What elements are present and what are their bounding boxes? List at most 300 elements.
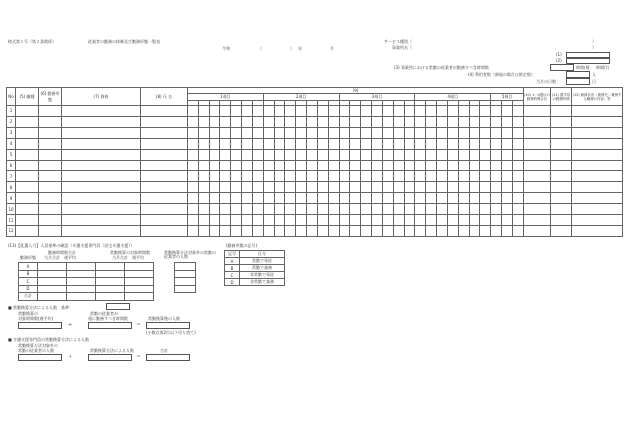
table-cell[interactable] — [317, 171, 328, 182]
days-field[interactable] — [566, 78, 590, 85]
table-cell[interactable] — [404, 171, 415, 182]
table-cell[interactable] — [339, 106, 350, 117]
table-cell[interactable] — [231, 160, 242, 171]
table-cell[interactable] — [372, 204, 383, 215]
table-cell[interactable] — [39, 171, 62, 182]
table-cell[interactable] — [16, 116, 39, 127]
table-cell[interactable] — [447, 160, 458, 171]
table-cell[interactable] — [62, 127, 141, 138]
table-cell[interactable] — [491, 193, 502, 204]
table-cell[interactable] — [307, 182, 318, 193]
table-cell[interactable] — [361, 171, 372, 182]
table-cell[interactable] — [328, 193, 339, 204]
table-cell[interactable] — [415, 106, 426, 117]
table-cell[interactable] — [242, 149, 253, 160]
table-cell[interactable] — [231, 193, 242, 204]
table-cell[interactable] — [141, 127, 188, 138]
table-cell[interactable] — [458, 138, 469, 149]
table-cell[interactable] — [447, 204, 458, 215]
table-cell[interactable] — [361, 204, 372, 215]
table-cell[interactable] — [188, 215, 199, 226]
calc1-standard-field[interactable] — [106, 303, 130, 310]
form-summary-cell[interactable] — [37, 263, 66, 271]
table-cell[interactable] — [415, 149, 426, 160]
table-cell[interactable] — [252, 182, 263, 193]
table-cell[interactable] — [198, 182, 209, 193]
table-cell[interactable] — [382, 182, 393, 193]
table-cell[interactable] — [512, 149, 523, 160]
table-cell[interactable] — [39, 138, 62, 149]
table-cell[interactable] — [512, 204, 523, 215]
table-cell[interactable] — [198, 160, 209, 171]
table-cell[interactable] — [458, 193, 469, 204]
table-cell[interactable] — [198, 215, 209, 226]
table-cell[interactable] — [458, 160, 469, 171]
table-cell[interactable] — [242, 204, 253, 215]
table-cell[interactable] — [415, 225, 426, 236]
table-cell[interactable] — [274, 193, 285, 204]
table-cell[interactable] — [372, 149, 383, 160]
table-cell[interactable] — [263, 160, 274, 171]
table-cell[interactable] — [372, 171, 383, 182]
table-cell[interactable] — [572, 225, 623, 236]
table-cell[interactable] — [209, 138, 220, 149]
table-cell[interactable] — [524, 204, 551, 215]
table-cell[interactable] — [469, 171, 480, 182]
table-cell[interactable] — [480, 182, 491, 193]
table-cell[interactable] — [317, 138, 328, 149]
table-cell[interactable] — [512, 182, 523, 193]
table-cell[interactable] — [437, 215, 448, 226]
table-cell[interactable] — [188, 193, 199, 204]
table-cell[interactable] — [480, 106, 491, 117]
table-cell[interactable] — [437, 171, 448, 182]
table-cell[interactable] — [16, 171, 39, 182]
table-cell[interactable] — [296, 171, 307, 182]
table-cell[interactable] — [39, 215, 62, 226]
table-cell[interactable] — [141, 215, 188, 226]
table-cell[interactable] — [458, 204, 469, 215]
table-cell[interactable] — [252, 215, 263, 226]
table-cell[interactable] — [209, 225, 220, 236]
table-cell[interactable] — [252, 116, 263, 127]
table-cell[interactable] — [16, 182, 39, 193]
table-cell[interactable] — [209, 160, 220, 171]
table-cell[interactable] — [263, 127, 274, 138]
table-cell[interactable] — [469, 182, 480, 193]
table-cell[interactable] — [551, 149, 572, 160]
table-cell[interactable] — [350, 149, 361, 160]
table-cell[interactable] — [39, 116, 62, 127]
form-summary-cell[interactable] — [66, 285, 95, 293]
table-cell[interactable] — [512, 215, 523, 226]
table-cell[interactable] — [188, 182, 199, 193]
table-cell[interactable] — [328, 138, 339, 149]
table-cell[interactable] — [382, 149, 393, 160]
table-cell[interactable] — [372, 215, 383, 226]
table-cell[interactable] — [141, 225, 188, 236]
table-cell[interactable] — [141, 171, 188, 182]
table-cell[interactable] — [209, 215, 220, 226]
table-cell[interactable] — [307, 160, 318, 171]
table-cell[interactable] — [328, 182, 339, 193]
table-cell[interactable] — [296, 138, 307, 149]
table-cell[interactable] — [62, 204, 141, 215]
table-cell[interactable] — [296, 127, 307, 138]
table-cell[interactable] — [317, 116, 328, 127]
table-cell[interactable] — [512, 116, 523, 127]
table-cell[interactable] — [317, 160, 328, 171]
form-summary-cell[interactable] — [95, 285, 124, 293]
table-cell[interactable] — [426, 182, 437, 193]
form-summary-cell[interactable] — [95, 293, 124, 301]
table-cell[interactable] — [572, 182, 623, 193]
table-cell[interactable] — [502, 116, 513, 127]
table-cell[interactable] — [263, 215, 274, 226]
table-cell[interactable] — [285, 182, 296, 193]
table-cell[interactable] — [274, 149, 285, 160]
table-cell[interactable] — [188, 225, 199, 236]
table-cell[interactable] — [551, 116, 572, 127]
table-cell[interactable] — [502, 225, 513, 236]
table-cell[interactable] — [491, 215, 502, 226]
table-cell[interactable] — [263, 182, 274, 193]
table-cell[interactable] — [328, 127, 339, 138]
table-cell[interactable] — [372, 225, 383, 236]
table-cell[interactable] — [502, 149, 513, 160]
table-cell[interactable] — [361, 116, 372, 127]
table-cell[interactable] — [426, 116, 437, 127]
table-cell[interactable] — [382, 116, 393, 127]
table-cell[interactable] — [480, 204, 491, 215]
form-summary-cell[interactable] — [66, 270, 95, 278]
table-cell[interactable] — [469, 138, 480, 149]
table-cell[interactable] — [480, 225, 491, 236]
table-cell[interactable] — [458, 215, 469, 226]
table-cell[interactable] — [242, 106, 253, 117]
table-cell[interactable] — [382, 138, 393, 149]
table-cell[interactable] — [188, 116, 199, 127]
table-cell[interactable] — [502, 204, 513, 215]
table-cell[interactable] — [551, 193, 572, 204]
table-cell[interactable] — [502, 127, 513, 138]
table-cell[interactable] — [469, 106, 480, 117]
table-cell[interactable] — [393, 204, 404, 215]
table-cell[interactable] — [317, 204, 328, 215]
table-cell[interactable] — [361, 193, 372, 204]
table-cell[interactable] — [382, 215, 393, 226]
table-cell[interactable] — [296, 193, 307, 204]
table-cell[interactable] — [242, 160, 253, 171]
table-cell[interactable] — [285, 138, 296, 149]
table-cell[interactable] — [242, 215, 253, 226]
table-cell[interactable] — [361, 225, 372, 236]
form-summary-cell[interactable] — [124, 293, 153, 301]
table-cell[interactable] — [198, 225, 209, 236]
table-cell[interactable] — [469, 116, 480, 127]
table-cell[interactable] — [209, 116, 220, 127]
table-cell[interactable] — [296, 106, 307, 117]
excluded-cell[interactable] — [175, 263, 196, 271]
table-cell[interactable] — [339, 193, 350, 204]
table-cell[interactable] — [62, 138, 141, 149]
table-cell[interactable] — [382, 106, 393, 117]
table-cell[interactable] — [231, 116, 242, 127]
table-cell[interactable] — [350, 215, 361, 226]
table-cell[interactable] — [480, 116, 491, 127]
table-cell[interactable] — [220, 204, 231, 215]
table-cell[interactable] — [188, 127, 199, 138]
table-cell[interactable] — [572, 215, 623, 226]
table-cell[interactable] — [393, 116, 404, 127]
table-cell[interactable] — [393, 182, 404, 193]
table-cell[interactable] — [437, 193, 448, 204]
table-cell[interactable] — [361, 127, 372, 138]
table-cell[interactable] — [307, 106, 318, 117]
table-cell[interactable] — [404, 204, 415, 215]
table-cell[interactable] — [524, 106, 551, 117]
table-cell[interactable] — [361, 215, 372, 226]
table-cell[interactable] — [339, 171, 350, 182]
table-cell[interactable] — [447, 116, 458, 127]
table-cell[interactable] — [382, 193, 393, 204]
table-cell[interactable] — [551, 225, 572, 236]
table-cell[interactable] — [231, 171, 242, 182]
table-cell[interactable] — [361, 138, 372, 149]
table-cell[interactable] — [285, 127, 296, 138]
table-cell[interactable] — [502, 182, 513, 193]
table-cell[interactable] — [242, 225, 253, 236]
table-cell[interactable] — [524, 127, 551, 138]
table-cell[interactable] — [437, 138, 448, 149]
table-cell[interactable] — [350, 160, 361, 171]
table-cell[interactable] — [393, 215, 404, 226]
table-cell[interactable] — [141, 106, 188, 117]
table-cell[interactable] — [426, 204, 437, 215]
table-cell[interactable] — [39, 225, 62, 236]
table-cell[interactable] — [242, 127, 253, 138]
table-cell[interactable] — [393, 127, 404, 138]
table-cell[interactable] — [437, 116, 448, 127]
table-cell[interactable] — [512, 127, 523, 138]
table-cell[interactable] — [372, 138, 383, 149]
table-cell[interactable] — [524, 225, 551, 236]
table-cell[interactable] — [437, 127, 448, 138]
table-cell[interactable] — [328, 116, 339, 127]
table-cell[interactable] — [307, 116, 318, 127]
table-cell[interactable] — [242, 116, 253, 127]
calc1-field-b[interactable] — [88, 322, 132, 329]
table-cell[interactable] — [62, 182, 141, 193]
table-cell[interactable] — [198, 138, 209, 149]
table-cell[interactable] — [296, 204, 307, 215]
table-cell[interactable] — [307, 193, 318, 204]
table-cell[interactable] — [328, 215, 339, 226]
table-cell[interactable] — [512, 193, 523, 204]
table-cell[interactable] — [502, 171, 513, 182]
table-cell[interactable] — [350, 225, 361, 236]
table-cell[interactable] — [328, 171, 339, 182]
table-cell[interactable] — [307, 149, 318, 160]
table-cell[interactable] — [551, 182, 572, 193]
table-cell[interactable] — [382, 160, 393, 171]
form-summary-cell[interactable] — [66, 293, 95, 301]
table-cell[interactable] — [285, 171, 296, 182]
table-cell[interactable] — [350, 193, 361, 204]
table-cell[interactable] — [339, 116, 350, 127]
table-cell[interactable] — [220, 171, 231, 182]
table-cell[interactable] — [16, 127, 39, 138]
table-cell[interactable] — [252, 225, 263, 236]
table-cell[interactable] — [328, 106, 339, 117]
table-cell[interactable] — [231, 182, 242, 193]
table-cell[interactable] — [469, 225, 480, 236]
table-cell[interactable] — [572, 127, 623, 138]
table-cell[interactable] — [469, 127, 480, 138]
table-cell[interactable] — [437, 149, 448, 160]
table-cell[interactable] — [361, 160, 372, 171]
table-cell[interactable] — [382, 171, 393, 182]
table-cell[interactable] — [437, 106, 448, 117]
table-cell[interactable] — [209, 127, 220, 138]
users-field[interactable] — [566, 71, 590, 78]
table-cell[interactable] — [404, 127, 415, 138]
table-cell[interactable] — [502, 138, 513, 149]
table-cell[interactable] — [39, 149, 62, 160]
table-cell[interactable] — [551, 138, 572, 149]
table-cell[interactable] — [39, 127, 62, 138]
table-cell[interactable] — [220, 127, 231, 138]
table-cell[interactable] — [361, 106, 372, 117]
table-cell[interactable] — [426, 138, 437, 149]
table-cell[interactable] — [198, 171, 209, 182]
calc2-field-a[interactable] — [18, 354, 62, 361]
table-cell[interactable] — [491, 171, 502, 182]
table-cell[interactable] — [16, 106, 39, 117]
table-cell[interactable] — [220, 160, 231, 171]
table-cell[interactable] — [458, 116, 469, 127]
form-summary-cell[interactable] — [124, 270, 153, 278]
table-cell[interactable] — [252, 204, 263, 215]
table-cell[interactable] — [415, 127, 426, 138]
table-cell[interactable] — [415, 215, 426, 226]
table-cell[interactable] — [339, 127, 350, 138]
table-cell[interactable] — [252, 106, 263, 117]
table-cell[interactable] — [404, 116, 415, 127]
table-cell[interactable] — [209, 182, 220, 193]
table-cell[interactable] — [502, 106, 513, 117]
table-cell[interactable] — [512, 106, 523, 117]
form-summary-cell[interactable] — [124, 278, 153, 286]
table-cell[interactable] — [469, 193, 480, 204]
table-cell[interactable] — [426, 171, 437, 182]
table-cell[interactable] — [339, 138, 350, 149]
table-cell[interactable] — [491, 182, 502, 193]
table-cell[interactable] — [524, 193, 551, 204]
table-cell[interactable] — [141, 193, 188, 204]
table-cell[interactable] — [231, 215, 242, 226]
table-cell[interactable] — [296, 149, 307, 160]
form-summary-cell[interactable] — [37, 293, 66, 301]
table-cell[interactable] — [274, 225, 285, 236]
table-cell[interactable] — [458, 171, 469, 182]
table-cell[interactable] — [502, 160, 513, 171]
table-cell[interactable] — [296, 225, 307, 236]
table-cell[interactable] — [296, 116, 307, 127]
table-cell[interactable] — [209, 193, 220, 204]
table-cell[interactable] — [317, 182, 328, 193]
table-cell[interactable] — [393, 149, 404, 160]
table-cell[interactable] — [382, 127, 393, 138]
table-cell[interactable] — [447, 106, 458, 117]
table-cell[interactable] — [404, 225, 415, 236]
table-cell[interactable] — [307, 215, 318, 226]
table-cell[interactable] — [242, 193, 253, 204]
table-cell[interactable] — [524, 182, 551, 193]
table-cell[interactable] — [188, 149, 199, 160]
table-cell[interactable] — [458, 182, 469, 193]
table-cell[interactable] — [382, 204, 393, 215]
table-cell[interactable] — [317, 127, 328, 138]
table-cell[interactable] — [188, 171, 199, 182]
table-cell[interactable] — [372, 106, 383, 117]
table-cell[interactable] — [339, 204, 350, 215]
table-cell[interactable] — [188, 138, 199, 149]
table-cell[interactable] — [62, 193, 141, 204]
table-cell[interactable] — [372, 193, 383, 204]
calc2-field-b[interactable] — [88, 354, 132, 361]
table-cell[interactable] — [447, 171, 458, 182]
table-cell[interactable] — [426, 215, 437, 226]
table-cell[interactable] — [372, 127, 383, 138]
table-cell[interactable] — [458, 149, 469, 160]
table-cell[interactable] — [447, 138, 458, 149]
table-cell[interactable] — [480, 138, 491, 149]
table-cell[interactable] — [502, 215, 513, 226]
table-cell[interactable] — [491, 204, 502, 215]
table-cell[interactable] — [404, 215, 415, 226]
table-cell[interactable] — [524, 215, 551, 226]
table-cell[interactable] — [458, 225, 469, 236]
table-cell[interactable] — [252, 160, 263, 171]
table-cell[interactable] — [141, 138, 188, 149]
form-summary-cell[interactable] — [37, 285, 66, 293]
table-cell[interactable] — [263, 116, 274, 127]
table-cell[interactable] — [285, 204, 296, 215]
table-cell[interactable] — [16, 215, 39, 226]
table-cell[interactable] — [285, 193, 296, 204]
table-cell[interactable] — [317, 193, 328, 204]
table-cell[interactable] — [572, 204, 623, 215]
table-cell[interactable] — [480, 171, 491, 182]
table-cell[interactable] — [188, 204, 199, 215]
table-cell[interactable] — [426, 225, 437, 236]
table-cell[interactable] — [39, 204, 62, 215]
table-cell[interactable] — [220, 215, 231, 226]
table-cell[interactable] — [491, 127, 502, 138]
table-cell[interactable] — [198, 149, 209, 160]
form-summary-cell[interactable] — [66, 263, 95, 271]
form-summary-cell[interactable] — [66, 278, 95, 286]
calc1-field-a[interactable] — [18, 322, 62, 329]
table-cell[interactable] — [426, 160, 437, 171]
table-cell[interactable] — [469, 149, 480, 160]
table-cell[interactable] — [524, 171, 551, 182]
table-cell[interactable] — [220, 106, 231, 117]
table-cell[interactable] — [307, 171, 318, 182]
table-cell[interactable] — [285, 160, 296, 171]
table-cell[interactable] — [350, 182, 361, 193]
